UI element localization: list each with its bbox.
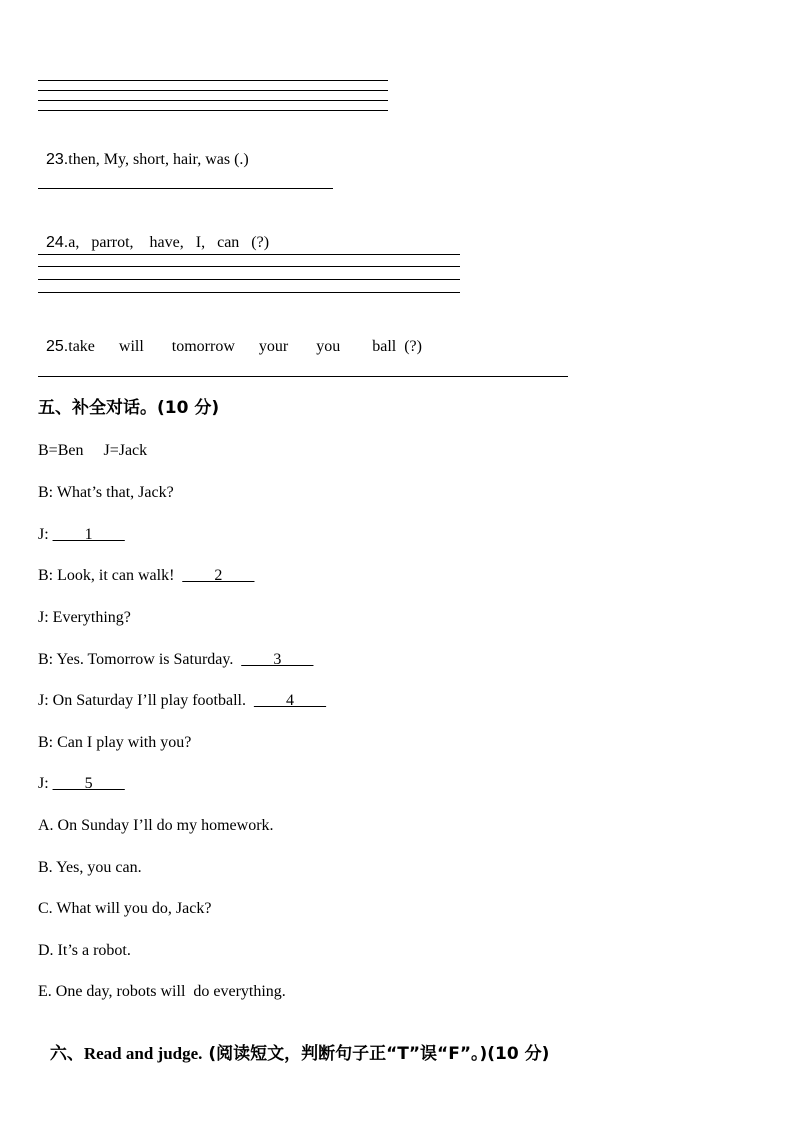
dialogue-line: J: ____1____ xyxy=(38,526,125,543)
option-c: C. What will you do, Jack? xyxy=(38,900,212,917)
option-e: E. One day, robots will do everything. xyxy=(38,983,286,1000)
roles-legend: B=Ben J=Jack xyxy=(38,442,148,459)
dialogue-line: B: Look, it can walk! ____2____ xyxy=(38,567,255,584)
section-5-title: 五、补全对话。(10 分) xyxy=(38,398,220,418)
answer-line xyxy=(38,188,333,189)
question-text: a, parrot, have, I, can (?) xyxy=(68,234,270,251)
question-number: 25. xyxy=(46,338,69,355)
question-text: take will tomorrow your you ball (?) xyxy=(68,338,422,355)
blank-5: ____5____ xyxy=(52,775,125,792)
answer-line xyxy=(38,292,460,293)
option-b: B. Yes, you can. xyxy=(38,859,142,876)
dialogue-line: B: Yes. Tomorrow is Saturday. ____3____ xyxy=(38,651,314,668)
answer-line xyxy=(38,376,568,377)
answer-line xyxy=(38,254,460,255)
answer-line xyxy=(38,110,388,111)
question-number: 24. xyxy=(46,234,69,251)
dialogue-line: B: What’s that, Jack? xyxy=(38,484,174,501)
answer-line xyxy=(38,279,460,280)
dialogue-line: J: On Saturday I’ll play football. ____4____ xyxy=(38,692,326,709)
blank-1: ____1____ xyxy=(52,526,125,543)
option-a: A. On Sunday I’ll do my homework. xyxy=(38,817,274,834)
dialogue-line: J: Everything? xyxy=(38,609,131,626)
answer-line xyxy=(38,90,388,91)
question-24 xyxy=(38,213,269,253)
answer-line xyxy=(38,266,460,267)
option-d: D. It’s a robot. xyxy=(38,942,131,959)
question-23 xyxy=(38,130,249,170)
blank-2: ____2____ xyxy=(182,567,255,584)
question-number: 23. xyxy=(46,151,69,168)
blank-4: ____4____ xyxy=(253,692,326,709)
answer-line xyxy=(38,80,388,81)
answer-line xyxy=(38,100,388,101)
dialogue-line: J: ____5____ xyxy=(38,775,125,792)
question-text: then, My, short, hair, was (.) xyxy=(68,151,249,168)
question-25 xyxy=(38,317,422,357)
dialogue-line: B: Can I play with you? xyxy=(38,734,192,751)
section-6-title: 六、Read and judge. (阅读短文，判断句子正“T”误“F”。)(10 分) xyxy=(49,1044,550,1064)
blank-3: ____3____ xyxy=(241,651,314,668)
